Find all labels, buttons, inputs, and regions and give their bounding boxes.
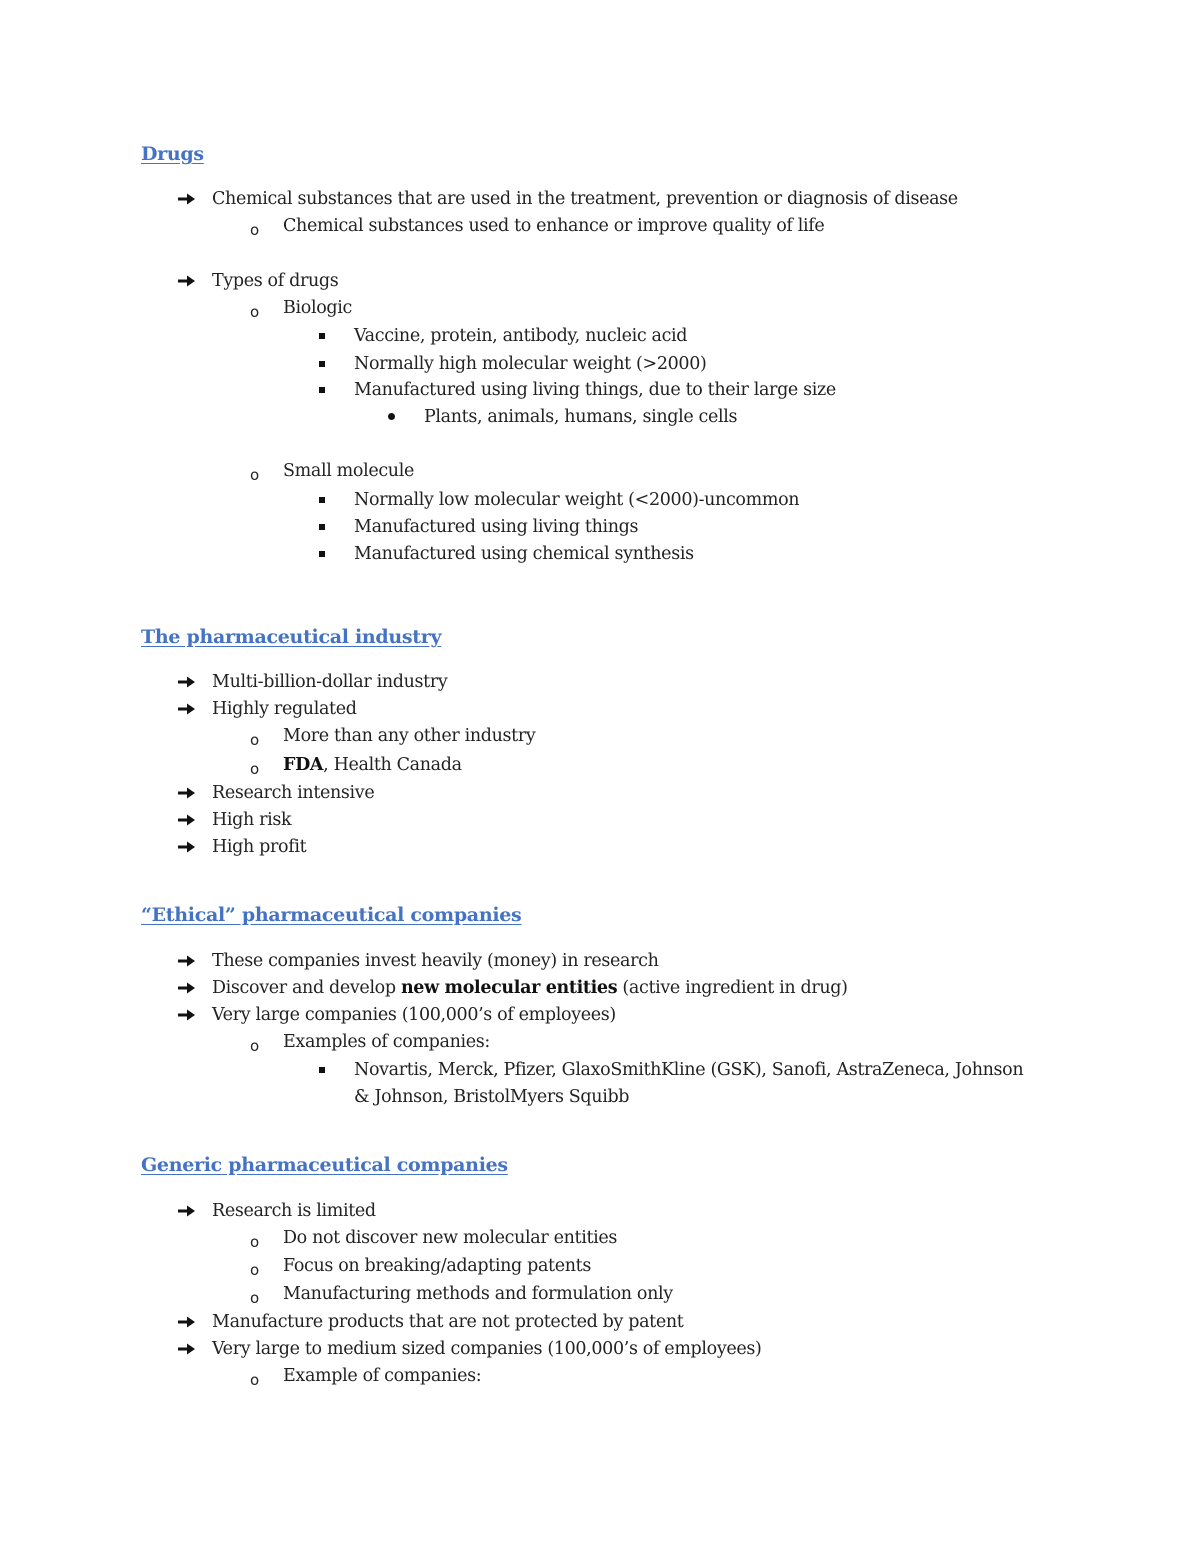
list-item-text: Very large companies (100,000’s of employees) xyxy=(212,1005,616,1025)
list-item-text xyxy=(283,753,462,777)
arrow-bullet-icon xyxy=(176,781,198,805)
bold-text: new molecular entities xyxy=(400,978,618,998)
heading-ethical-companies: “Ethical” pharmaceutical companies xyxy=(141,904,522,926)
arrow-bullet-icon xyxy=(176,670,198,694)
circle-bullet-icon: o xyxy=(250,1037,260,1055)
arrow-bullet-icon xyxy=(176,808,198,832)
square-bullet-icon xyxy=(319,333,325,339)
square-bullet-icon xyxy=(319,387,325,393)
square-bullet-icon xyxy=(319,361,325,367)
list-item-text: Normally high molecular weight (>2000) xyxy=(354,354,707,374)
arrow-bullet-icon xyxy=(176,1199,198,1223)
list-item-text: Focus on breaking/adapting patents xyxy=(283,1256,591,1276)
list-item-text: Example of companies: xyxy=(283,1366,482,1386)
heading-pharmaceutical-industry: The pharmaceutical industry xyxy=(141,626,442,648)
circle-bullet-icon: o xyxy=(250,1371,260,1389)
list-item-continuation: & Johnson, BristolMyers Squibb xyxy=(354,1087,630,1107)
list-item-text: Manufactured using living things xyxy=(354,517,639,537)
list-item-text: Manufacturing methods and formulation only xyxy=(283,1284,673,1304)
circle-bullet-icon: o xyxy=(250,221,260,239)
arrow-bullet-icon xyxy=(176,835,198,859)
list-item-text: These companies invest heavily (money) in research xyxy=(212,951,659,971)
list-item-text: Normally low molecular weight (<2000)-uncommon xyxy=(354,490,800,510)
list-item-text: Plants, animals, humans, single cells xyxy=(424,407,738,427)
list-item-text: Biologic xyxy=(283,298,352,318)
square-bullet-icon xyxy=(319,524,325,530)
arrow-bullet-icon xyxy=(176,1003,198,1027)
list-item-text: High risk xyxy=(212,810,292,830)
list-item-text: Manufacture products that are not protected by patent xyxy=(212,1312,684,1332)
heading-drugs: Drugs xyxy=(141,143,204,165)
circle-bullet-icon: o xyxy=(250,760,260,778)
list-item-text: Research intensive xyxy=(212,783,375,803)
list-item-text: More than any other industry xyxy=(283,726,536,746)
circle-bullet-icon: o xyxy=(250,1233,260,1251)
square-bullet-icon xyxy=(319,551,325,557)
list-item-text: Manufactured using living things, due to their large size xyxy=(354,380,836,400)
arrow-bullet-icon xyxy=(176,269,198,293)
list-item-text: Types of drugs xyxy=(212,271,339,291)
heading-generic-companies: Generic pharmaceutical companies xyxy=(141,1154,508,1176)
list-item-text: Manufactured using chemical synthesis xyxy=(354,544,694,564)
dot-bullet-icon xyxy=(388,413,395,420)
list-item-text: Research is limited xyxy=(212,1201,376,1221)
arrow-bullet-icon xyxy=(176,187,198,211)
arrow-bullet-icon xyxy=(176,976,198,1000)
square-bullet-icon xyxy=(319,497,325,503)
arrow-bullet-icon xyxy=(176,1337,198,1361)
arrow-bullet-icon xyxy=(176,697,198,721)
circle-bullet-icon: o xyxy=(250,1261,260,1279)
circle-bullet-icon: o xyxy=(250,731,260,749)
text-run: (active ingredient in drug) xyxy=(617,978,848,998)
list-item-text: Chemical substances that are used in the treatment, prevention or diagnosis of disease xyxy=(212,189,958,209)
circle-bullet-icon: o xyxy=(250,466,260,484)
list-item-text: Highly regulated xyxy=(212,699,357,719)
circle-bullet-icon: o xyxy=(250,1289,260,1307)
text-run: , Health Canada xyxy=(323,755,462,775)
list-item-text: Examples of companies: xyxy=(283,1032,490,1052)
list-item-text: Multi-billion-dollar industry xyxy=(212,672,448,692)
arrow-bullet-icon xyxy=(176,949,198,973)
bold-text: FDA xyxy=(283,755,324,775)
list-item-text: Small molecule xyxy=(283,461,414,481)
text-run: Discover and develop xyxy=(212,978,401,998)
list-item-text: Vaccine, protein, antibody, nucleic acid xyxy=(354,326,688,346)
list-item-text: Novartis, Merck, Pfizer, GlaxoSmithKline (GSK), Sanofi, AstraZeneca, Johnson xyxy=(354,1060,1024,1080)
list-item-text xyxy=(212,976,848,1000)
square-bullet-icon xyxy=(319,1067,325,1073)
list-item-text: High profit xyxy=(212,837,307,857)
list-item-text: Chemical substances used to enhance or improve quality of life xyxy=(283,216,825,236)
circle-bullet-icon: o xyxy=(250,303,260,321)
list-item-text: Do not discover new molecular entities xyxy=(283,1228,618,1248)
list-item-text: Very large to medium sized companies (100,000’s of employees) xyxy=(212,1339,762,1359)
arrow-bullet-icon xyxy=(176,1310,198,1334)
